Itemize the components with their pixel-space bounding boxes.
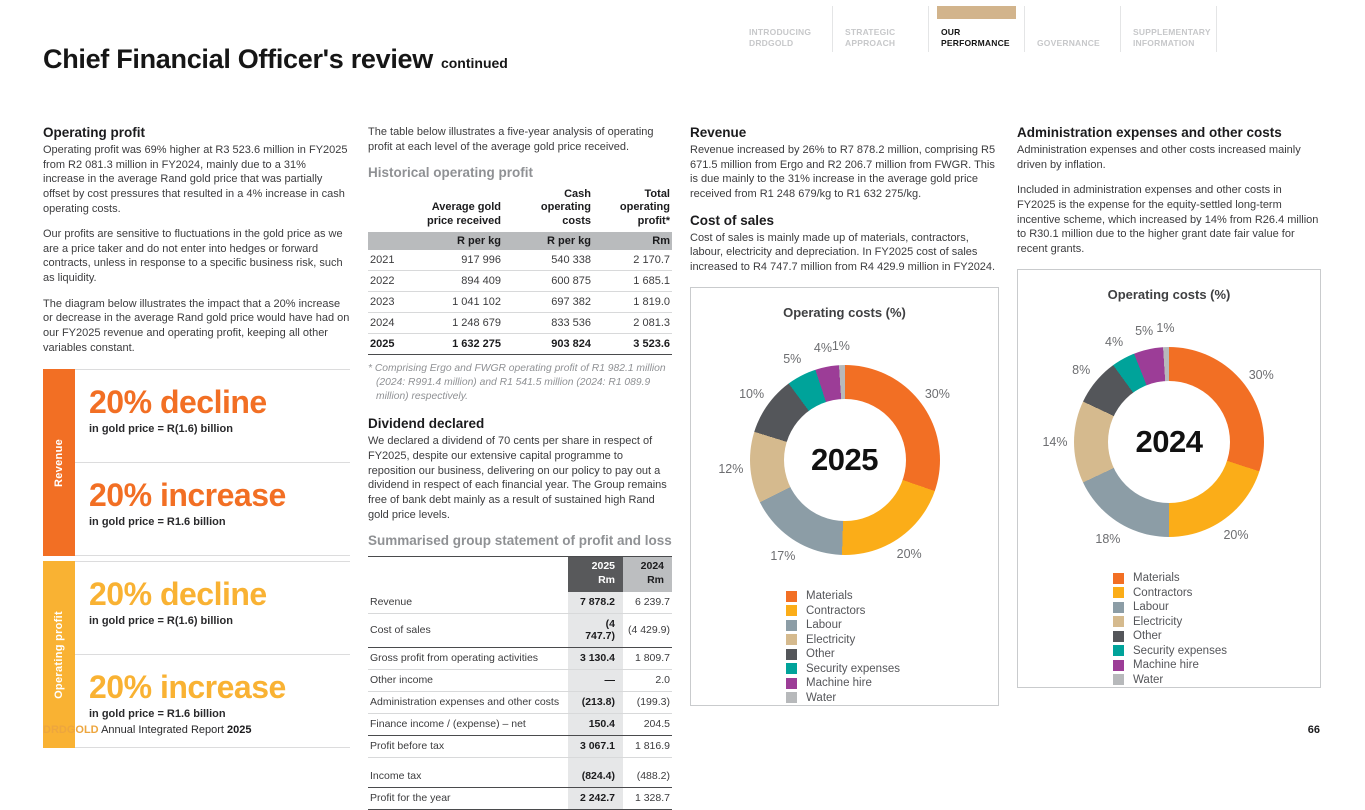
legend-label: Water bbox=[1133, 673, 1164, 686]
slice-label-machine-hire: 5% bbox=[1135, 324, 1154, 339]
legend-swatch bbox=[786, 649, 797, 660]
dividend-heading: Dividend declared bbox=[368, 416, 485, 432]
pnl-value-2025: 2 242.7 bbox=[568, 787, 623, 809]
legend-label: Security expenses bbox=[806, 662, 900, 675]
pnl-label: Other income bbox=[368, 669, 568, 691]
banner-big-text: 20% increase bbox=[89, 477, 286, 514]
legend-item-contractors bbox=[786, 605, 998, 617]
pnl-value-2025: 3 130.4 bbox=[568, 647, 623, 669]
column-operating-profit bbox=[43, 125, 350, 748]
pnl-value-2024: 204.5 bbox=[623, 713, 672, 735]
page-title-continued: continued bbox=[440, 55, 508, 71]
pnl-header-row bbox=[368, 557, 672, 574]
legend-label: Electricity bbox=[1133, 615, 1183, 628]
pnl-value-2024: 1 328.7 bbox=[623, 787, 672, 809]
pnl-row bbox=[368, 669, 672, 691]
table-units-row bbox=[368, 232, 672, 250]
pnl-label: Finance income / (expense) – net bbox=[368, 713, 568, 735]
legend-label: Security expenses bbox=[1133, 644, 1227, 657]
operating-costs-chart-2024 bbox=[1017, 269, 1321, 688]
tab-our-performance[interactable] bbox=[929, 6, 1025, 52]
pnl-row bbox=[368, 613, 672, 647]
footer-year: 2025 bbox=[227, 724, 252, 736]
table-cell: 1 248 679 bbox=[408, 312, 503, 333]
banner-big-text: 20% decline bbox=[89, 384, 267, 421]
pnl-year-2024: 2024 bbox=[623, 557, 672, 574]
page-number: 66 bbox=[1307, 724, 1320, 736]
banner-side-label-operating-profit bbox=[43, 561, 75, 748]
sensitivity-banner-operating-profit bbox=[43, 561, 350, 748]
unit-cell: R per kg bbox=[408, 232, 503, 250]
tab-label: OUR PERFORMANCE bbox=[941, 26, 1010, 48]
pnl-year-2025: 2025 bbox=[568, 557, 623, 574]
legend-item-other bbox=[786, 648, 998, 660]
pnl-label: Revenue bbox=[368, 592, 568, 614]
pnl-units-row bbox=[368, 574, 672, 592]
admin-paragraph-1: Administration expenses and other costs increased mainly driven by inflation. bbox=[1017, 144, 1301, 171]
tab-label: STRATEGIC APPROACH bbox=[845, 26, 896, 48]
slice-label-materials: 30% bbox=[1248, 368, 1274, 383]
pnl-row bbox=[368, 766, 672, 788]
pnl-value-2024: (199.3) bbox=[623, 691, 672, 713]
legend-swatch bbox=[786, 663, 797, 674]
slice-label-other: 10% bbox=[739, 387, 765, 402]
pnl-value-2024: 6 239.7 bbox=[623, 592, 672, 614]
table-header-row bbox=[368, 188, 672, 232]
pnl-value-2024: 1 816.9 bbox=[623, 735, 672, 757]
legend-label: Labour bbox=[806, 619, 842, 632]
column-admin bbox=[1017, 125, 1321, 688]
table-cell: 2023 bbox=[368, 291, 408, 312]
banner-sub-text: in gold price = R(1.6) billion bbox=[89, 423, 233, 436]
slice-label-materials: 30% bbox=[924, 387, 950, 402]
operating-profit-heading: Operating profit bbox=[43, 125, 145, 140]
table-cell: 2 170.7 bbox=[593, 250, 672, 271]
chart-title: Operating costs (%) bbox=[783, 305, 906, 321]
banner-side-text: Operating profit bbox=[53, 610, 65, 699]
unit-cell: R per kg bbox=[503, 232, 593, 250]
table-row bbox=[368, 312, 672, 333]
pnl-label: Profit for the year bbox=[368, 787, 568, 809]
legend-swatch bbox=[1113, 631, 1124, 642]
pnl-row bbox=[368, 787, 672, 809]
slice-label-contractors: 20% bbox=[896, 547, 922, 562]
column-header: Average gold price received bbox=[427, 201, 501, 227]
admin-paragraph-2: Included in administration expenses and other costs in FY2025 is the expense for the equity-settled long-term incentive scheme, which increased by 14% from R26.4 million to R30.1 million due to the higher grant date fair value for recent grants. bbox=[1017, 184, 1319, 255]
nav-tabs bbox=[737, 6, 1219, 52]
pnl-label: Gross profit from operating activities bbox=[368, 647, 568, 669]
legend-swatch bbox=[1113, 602, 1124, 613]
table-cell: 540 338 bbox=[503, 250, 593, 271]
tab-strategic-approach[interactable] bbox=[833, 6, 929, 52]
slice-label-machine-hire: 4% bbox=[813, 341, 832, 356]
footer-text: Annual Integrated Report bbox=[101, 724, 224, 736]
donut-center bbox=[784, 399, 906, 521]
tab-supplementary-information[interactable] bbox=[1121, 6, 1217, 52]
slice-label-labour: 18% bbox=[1095, 531, 1121, 546]
legend-swatch bbox=[786, 620, 797, 631]
banner-sub-text: in gold price = R(1.6) billion bbox=[89, 615, 233, 628]
legend-swatch bbox=[786, 634, 797, 645]
page-title bbox=[43, 44, 508, 75]
pnl-value-2025: (213.8) bbox=[568, 691, 623, 713]
profit-and-loss-table bbox=[368, 556, 672, 809]
tab-label: INTRODUCING DRDGOLD bbox=[749, 26, 812, 48]
pnl-row bbox=[368, 647, 672, 669]
operating-profit-paragraph-2: Our profits are sensitive to fluctuations in the gold price as we are a price taker and do not enter into hedges or forward contracts, unless in response to a specific business risk, such as liquidity. bbox=[43, 228, 343, 284]
column-revenue bbox=[690, 125, 999, 706]
historical-heading: Historical operating profit bbox=[368, 165, 534, 181]
chart-title: Operating costs (%) bbox=[1107, 287, 1231, 303]
slice-label-contractors: 20% bbox=[1223, 527, 1249, 542]
legend-item-electricity bbox=[1113, 616, 1320, 628]
table-row bbox=[368, 270, 672, 291]
legend-item-security-expenses bbox=[786, 663, 998, 675]
table-cell: 903 824 bbox=[503, 333, 593, 354]
pnl-value-2025: 3 067.1 bbox=[568, 735, 623, 757]
operating-costs-chart-2025 bbox=[690, 287, 999, 706]
pnl-label: Cost of sales bbox=[368, 613, 568, 647]
table-cell: 600 875 bbox=[503, 270, 593, 291]
table-row bbox=[368, 291, 672, 312]
table-cell: 1 041 102 bbox=[408, 291, 503, 312]
table-cell: 2025 bbox=[368, 333, 408, 354]
banner-side-text: Revenue bbox=[53, 438, 65, 487]
legend-swatch bbox=[1113, 616, 1124, 627]
legend-item-machine-hire bbox=[1113, 659, 1320, 671]
column-tables bbox=[368, 125, 672, 810]
pnl-label: Administration expenses and other costs bbox=[368, 691, 568, 713]
legend-swatch bbox=[1113, 660, 1124, 671]
pnl-spacer-row bbox=[368, 757, 672, 766]
legend-swatch bbox=[786, 605, 797, 616]
legend-label: Machine hire bbox=[806, 677, 872, 690]
slice-label-other: 8% bbox=[1072, 362, 1091, 377]
active-tab-indicator bbox=[937, 6, 1016, 19]
chart-legend bbox=[1113, 572, 1320, 686]
donut-2024 bbox=[1042, 321, 1279, 552]
legend-swatch bbox=[1113, 645, 1124, 656]
table-cell: 833 536 bbox=[503, 312, 593, 333]
legend-item-machine-hire bbox=[786, 677, 998, 689]
pnl-row bbox=[368, 735, 672, 757]
legend-label: Contractors bbox=[1133, 586, 1193, 599]
legend-swatch bbox=[1113, 587, 1124, 598]
legend-item-labour bbox=[1113, 601, 1320, 613]
table-cell: 1 685.1 bbox=[593, 270, 672, 291]
slice-label-water: 1% bbox=[831, 339, 850, 354]
table-footnote: * Comprising Ergo and FWGR operating profit of R1 982.1 million (2024: R991.4 million) and R1 541.5 million (2024: R1 089.9 million) respectively. bbox=[368, 362, 666, 402]
slice-label-security-expenses: 5% bbox=[783, 352, 802, 367]
legend-label: Labour bbox=[1133, 601, 1169, 614]
revenue-heading: Revenue bbox=[690, 125, 747, 140]
table-cell: 2022 bbox=[368, 270, 408, 291]
pnl-heading: Summarised group statement of profit and loss bbox=[368, 533, 672, 549]
pnl-value-2025: (824.4) bbox=[568, 766, 623, 788]
slice-label-security-expenses: 4% bbox=[1105, 335, 1124, 350]
donut-year-label: 2025 bbox=[811, 442, 878, 478]
legend-item-other bbox=[1113, 630, 1320, 642]
tab-label: GOVERNANCE bbox=[1037, 37, 1100, 48]
tab-label: SUPPLEMENTARY INFORMATION bbox=[1133, 26, 1211, 48]
historical-operating-profit-table bbox=[368, 188, 672, 355]
footer-report-title bbox=[43, 724, 252, 736]
cost-of-sales-body: Cost of sales is mainly made up of materials, contractors, labour, electricity and depreciation. In FY2025 cost of sales increased to R4 747.7 million from R4 429.9 million in FY2024. bbox=[690, 231, 996, 273]
unit-cell: Rm bbox=[593, 232, 672, 250]
table-row bbox=[368, 333, 672, 354]
revenue-body: Revenue increased by 26% to R7 878.2 million, comprising R5 671.5 million from Ergo and R2 206.7 million from FWGR. This is due mainly to the 31% increase in the average gold price received from R1 248 679/kg to R1 632 275/kg. bbox=[690, 144, 996, 200]
legend-label: Water bbox=[806, 691, 837, 704]
legend-item-materials bbox=[1113, 572, 1320, 584]
table-cell: 2 081.3 bbox=[593, 312, 672, 333]
slice-label-labour: 17% bbox=[770, 549, 796, 564]
legend-swatch bbox=[786, 678, 797, 689]
legend-label: Other bbox=[1133, 630, 1162, 643]
legend-item-electricity bbox=[786, 634, 998, 646]
pnl-value-2024: (4 429.9) bbox=[623, 613, 672, 647]
legend-item-materials bbox=[786, 590, 998, 602]
page-footer bbox=[43, 724, 1320, 736]
legend-item-security-expenses bbox=[1113, 645, 1320, 657]
legend-item-water bbox=[786, 692, 998, 704]
page-title-text: Chief Financial Officer's review bbox=[43, 44, 433, 74]
table-cell: 1 819.0 bbox=[593, 291, 672, 312]
table-cell: 3 523.6 bbox=[593, 333, 672, 354]
legend-swatch bbox=[786, 692, 797, 703]
legend-label: Contractors bbox=[806, 604, 866, 617]
legend-item-contractors bbox=[1113, 587, 1320, 599]
operating-profit-paragraph-3: The diagram below illustrates the impact that a 20% increase or decrease in the average Rand gold price would have had on our FY2025 revenue and operating profit, keeping all other variables constant. bbox=[43, 297, 350, 354]
main-content bbox=[43, 125, 1321, 810]
table-cell: 2024 bbox=[368, 312, 408, 333]
pnl-value-2024: 1 809.7 bbox=[623, 647, 672, 669]
table-cell: 917 996 bbox=[408, 250, 503, 271]
banner-sub-text: in gold price = R1.6 billion bbox=[89, 708, 226, 721]
table-cell: 697 382 bbox=[503, 291, 593, 312]
tab-governance[interactable] bbox=[1025, 6, 1121, 52]
pnl-value-2025: (4 747.7) bbox=[568, 613, 623, 647]
legend-label: Machine hire bbox=[1133, 659, 1199, 672]
legend-swatch bbox=[1113, 573, 1124, 584]
sensitivity-banners bbox=[43, 369, 350, 748]
cost-of-sales-heading: Cost of sales bbox=[690, 212, 775, 228]
banner-entry bbox=[75, 370, 350, 463]
sensitivity-banner-revenue bbox=[43, 369, 350, 556]
banner-entry bbox=[75, 463, 350, 556]
pnl-value-2024: (488.2) bbox=[623, 766, 672, 788]
donut-center bbox=[1108, 381, 1230, 503]
legend-label: Electricity bbox=[806, 633, 856, 646]
slice-label-water: 1% bbox=[1156, 321, 1175, 336]
legend-item-labour bbox=[786, 619, 998, 631]
historical-intro: The table below illustrates a five-year analysis of operating profit at each level of the average gold price received. bbox=[368, 126, 654, 153]
banner-entry bbox=[75, 562, 350, 655]
table-cell: 1 632 275 bbox=[408, 333, 503, 354]
slice-label-electricity: 12% bbox=[718, 462, 744, 477]
legend-label: Other bbox=[806, 648, 835, 661]
table-cell: 894 409 bbox=[408, 270, 503, 291]
column-header: Total operating profit* bbox=[619, 188, 670, 227]
pnl-value-2025: 150.4 bbox=[568, 713, 623, 735]
legend-swatch bbox=[786, 591, 797, 602]
pnl-unit-2024: Rm bbox=[623, 574, 672, 592]
pnl-value-2025: — bbox=[568, 669, 623, 691]
chart-legend bbox=[786, 590, 998, 704]
column-header: Cash operating costs bbox=[540, 188, 591, 227]
legend-label: Materials bbox=[806, 590, 853, 603]
pnl-row bbox=[368, 691, 672, 713]
table-row bbox=[368, 250, 672, 271]
pnl-row bbox=[368, 592, 672, 614]
legend-item-water bbox=[1113, 674, 1320, 686]
tab-introducing-drdgold[interactable] bbox=[737, 6, 833, 52]
legend-label: Materials bbox=[1133, 572, 1180, 585]
pnl-label: Profit before tax bbox=[368, 735, 568, 757]
legend-swatch bbox=[1113, 674, 1124, 685]
donut-year-label: 2024 bbox=[1135, 424, 1203, 460]
pnl-unit-2025: Rm bbox=[568, 574, 623, 592]
pnl-label: Income tax bbox=[368, 766, 568, 788]
operating-profit-paragraph-1: Operating profit was 69% higher at R3 523.6 million in FY2025 from R2 081.3 million in FY2024, mainly due to a 31% increase in the average Rand gold price that was partially offset by cost pressures that resulted in a 4% increase in cash operating costs. bbox=[43, 144, 348, 215]
brand-name: DRDGOLD bbox=[43, 724, 99, 736]
admin-heading: Administration expenses and other costs bbox=[1017, 125, 1282, 140]
banner-side-label-revenue bbox=[43, 369, 75, 556]
banner-big-text: 20% increase bbox=[89, 669, 286, 706]
pnl-value-2025: 7 878.2 bbox=[568, 592, 623, 614]
pnl-value-2024: 2.0 bbox=[623, 669, 672, 691]
banner-big-text: 20% decline bbox=[89, 576, 267, 613]
banner-sub-text: in gold price = R1.6 billion bbox=[89, 516, 226, 529]
donut-2025 bbox=[718, 339, 955, 570]
slice-label-electricity: 14% bbox=[1042, 435, 1068, 450]
dividend-body: We declared a dividend of 70 cents per share in respect of FY2025, despite our extensive capital programme to reposition our business, delivering on our policy to pay out a dividend in respect of each financial year. The Group remains free of bank debt mainly as a result of sustained high Rand gold price levels. bbox=[368, 435, 667, 521]
table-cell: 2021 bbox=[368, 250, 408, 271]
